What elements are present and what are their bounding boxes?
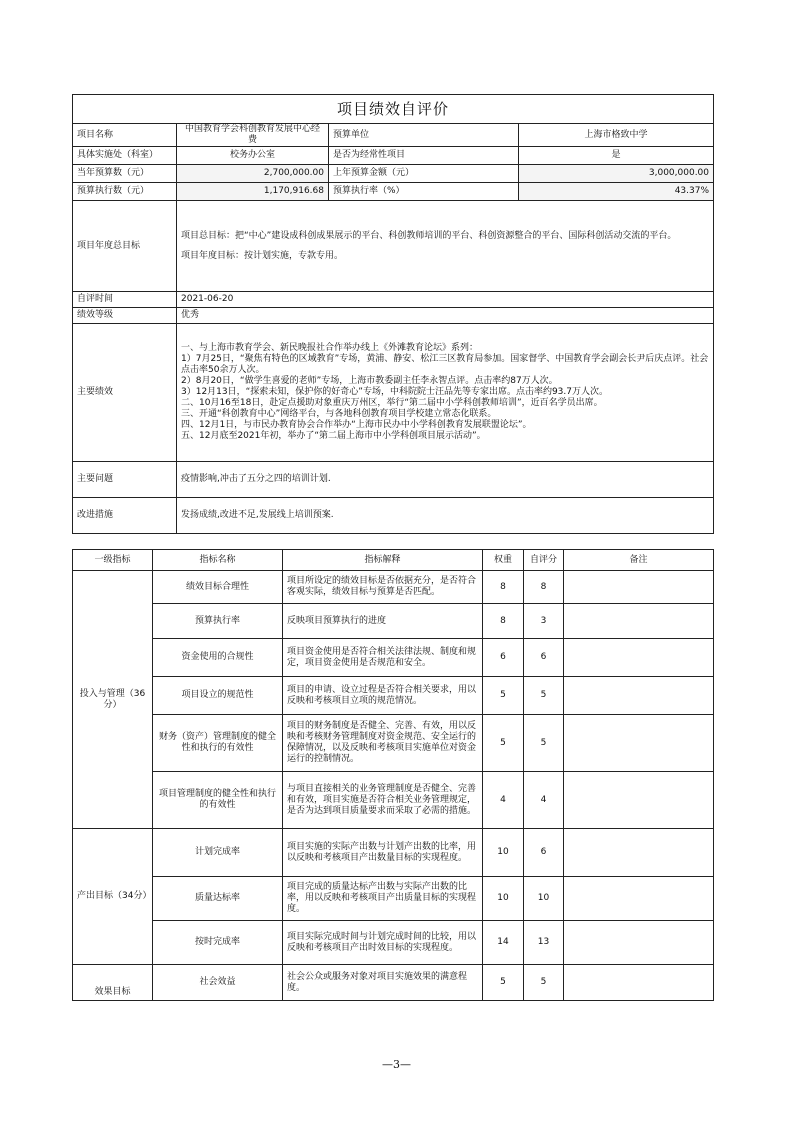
indicator-weight: 8 — [483, 571, 524, 604]
indicator-name: 计划完成率 — [153, 829, 283, 877]
indicator-note — [564, 965, 714, 1001]
indicator-explain: 项目所设定的绩效目标是否依据充分，是否符合客观实际，绩效目标与预算是否匹配。 — [283, 571, 483, 604]
table-row — [73, 877, 714, 921]
indicator-explain: 项目的申请、设立过程是否符合相关要求，用以反映和考核项目立项的规范情况。 — [283, 677, 483, 715]
table-row — [73, 677, 714, 715]
perf-line: 二、10月16至18日，赴定点援助对象重庆万州区，举行“第二届中小学科创教师培训”，近百名学员出席。 — [181, 398, 603, 408]
indicator-note — [564, 829, 714, 877]
indicator-note — [564, 604, 714, 639]
indicator-note — [564, 715, 714, 772]
group-name: 效果目标 — [73, 965, 153, 1001]
indicator-name: 绩效目标合理性 — [153, 571, 283, 604]
indicator-name: 社会效益 — [153, 965, 283, 1001]
dept: 校务办公室 — [177, 147, 329, 165]
recurring: 是 — [519, 147, 714, 165]
self-evaluation-table — [72, 94, 714, 534]
budget-label: 当年预算数（元） — [73, 165, 177, 183]
measure-label: 改进措施 — [73, 498, 177, 534]
indicator-score: 5 — [524, 677, 564, 715]
indicator-note — [564, 677, 714, 715]
indicator-weight: 6 — [483, 639, 524, 677]
goal-label: 项目年度总目标 — [73, 201, 177, 292]
page-number: —3— — [382, 1058, 411, 1071]
table-row — [73, 921, 714, 965]
header-explain: 指标解释 — [283, 550, 483, 571]
indicator-name: 按时完成率 — [153, 921, 283, 965]
indicator-note — [564, 921, 714, 965]
table-row — [73, 965, 714, 1001]
perf-line: 三、开通“科创教育中心”网络平台，与各地科创教育项目学校建立常态化联系。 — [181, 409, 497, 419]
perf-line: 四、12月1日，与市民办教育协会合作举办“上海市民办中小学科创教育发展联盟论坛”。 — [181, 420, 532, 430]
indicator-weight: 10 — [483, 877, 524, 921]
eval-time: 2021-06-20 — [177, 292, 714, 308]
group-name: 产出目标（34分） — [73, 829, 153, 965]
indicator-table — [72, 549, 714, 1001]
indicator-weight: 5 — [483, 965, 524, 1001]
perf-line: 2）8月20日，“做学生喜爱的老师”专场，上海市教委副主任李永智点评。点击率约87万人次。 — [181, 376, 558, 386]
header-note: 备注 — [564, 550, 714, 571]
table-row — [73, 829, 714, 877]
indicator-weight: 10 — [483, 829, 524, 877]
indicator-name: 项目管理制度的健全性和执行的有效性 — [153, 772, 283, 829]
indicator-note — [564, 772, 714, 829]
problem-label: 主要问题 — [73, 462, 177, 498]
indicator-score: 5 — [524, 965, 564, 1001]
indicator-explain: 反映项目预算执行的进度 — [283, 604, 483, 639]
last-budget-value: 3,000,000.00 — [519, 165, 714, 183]
indicator-weight: 4 — [483, 772, 524, 829]
budget-unit: 上海市格致中学 — [519, 124, 714, 147]
grade: 优秀 — [177, 308, 714, 324]
indicator-name: 预算执行率 — [153, 604, 283, 639]
perf-label: 主要绩效 — [73, 324, 177, 462]
group-name: 投入与管理（36分） — [73, 571, 153, 829]
exec-label: 预算执行数（元） — [73, 183, 177, 201]
indicator-score: 6 — [524, 829, 564, 877]
exec-value: 1,170,916.68 — [177, 183, 329, 201]
perf-line: 1）7月25日，“聚焦有特色的区域教育”专场，黄浦、静安、松江三区教育局参加。国家督学、中国教育学会副会长尹后庆点评。社会点击率50余万人次。 — [181, 354, 709, 375]
indicator-explain: 社会公众或服务对象对项目实施效果的满意程度。 — [283, 965, 483, 1001]
indicator-score: 8 — [524, 571, 564, 604]
indicator-explain: 项目的财务制度是否健全、完善、有效，用以反映和考核财务管理制度对资金规范、安全运行的保障情况，以及反映和考核项目实施单位对资金运行的控制情况。 — [283, 715, 483, 772]
indicator-name: 项目设立的规范性 — [153, 677, 283, 715]
table-row — [73, 639, 714, 677]
indicator-score: 3 — [524, 604, 564, 639]
exec-rate-label: 预算执行率（%） — [329, 183, 519, 201]
goal-line-2: 项目年度目标：按计划实施，专款专用。 — [181, 250, 344, 261]
indicator-weight: 5 — [483, 715, 524, 772]
indicator-explain: 项目资金使用是否符合相关法律法规、制度和规定，项目资金使用是否规范和安全。 — [283, 639, 483, 677]
indicator-explain: 项目完成的质量达标产出数与实际产出数的比率，用以反映和考核项目产出质量目标的实现程度。 — [283, 877, 483, 921]
table-row — [73, 604, 714, 639]
perf-line: 3）12月13日，“探索未知，保护你的好奇心”专场，中科院院士汪品先等专家出席。点击率约93.7万人次。 — [181, 387, 608, 397]
indicator-score: 5 — [524, 715, 564, 772]
indicator-score: 13 — [524, 921, 564, 965]
indicator-score: 4 — [524, 772, 564, 829]
budget-value: 2,700,000.00 — [177, 165, 329, 183]
header-weight: 权重 — [483, 550, 524, 571]
indicator-explain: 与项目直接相关的业务管理制度是否健全、完善和有效，项目实施是否符合相关业务管理规定，是否为达到项目质量要求而采取了必需的措施。 — [283, 772, 483, 829]
indicator-note — [564, 571, 714, 604]
table-row — [73, 571, 714, 604]
last-budget-label: 上年预算金额（元） — [329, 165, 519, 183]
dept-label: 具体实施处（科室） — [73, 147, 177, 165]
indicator-name: 资金使用的合规性 — [153, 639, 283, 677]
project-name-label: 项目名称 — [73, 124, 177, 147]
goal-line-1: 项目总目标：把“中心”建设成科创成果展示的平台、科创教师培训的平台、科创资源整合的平台、国际科创活动交流的平台。 — [181, 230, 677, 241]
page-title: 项目绩效自评价 — [73, 95, 714, 124]
grade-label: 绩效等级 — [73, 308, 177, 324]
goal-text — [177, 201, 714, 292]
indicator-name: 财务（资产）管理制度的健全性和执行的有效性 — [153, 715, 283, 772]
indicator-score: 6 — [524, 639, 564, 677]
budget-unit-label: 预算单位 — [329, 124, 519, 147]
indicator-explain: 项目实际完成时间与计划完成时间的比较，用以反映和考核项目产出时效目标的实现程度。 — [283, 921, 483, 965]
header-level1: 一级指标 — [73, 550, 153, 571]
exec-rate-value: 43.37% — [519, 183, 714, 201]
perf-text — [177, 324, 714, 462]
header-score: 自评分 — [524, 550, 564, 571]
eval-time-label: 自评时间 — [73, 292, 177, 308]
indicator-weight: 14 — [483, 921, 524, 965]
recurring-label: 是否为经常性项目 — [329, 147, 519, 165]
perf-line: 五、12月底至2021年初，举办了“第二届上海市中小学科创项目展示活动”。 — [181, 431, 486, 441]
table-row — [73, 772, 714, 829]
measure-text: 发扬成绩,改进不足,发展线上培训预案. — [177, 498, 714, 534]
indicator-note — [564, 639, 714, 677]
header-name: 指标名称 — [153, 550, 283, 571]
indicator-note — [564, 877, 714, 921]
table-row — [73, 715, 714, 772]
perf-line: 一、与上海市教育学会、新民晚报社合作举办线上《外滩教育论坛》系列： — [181, 343, 479, 353]
indicator-weight: 5 — [483, 677, 524, 715]
problem-text: 疫情影响,冲击了五分之四的培训计划. — [177, 462, 714, 498]
project-name: 中国教育学会科创教育发展中心经费 — [177, 124, 329, 147]
indicator-name: 质量达标率 — [153, 877, 283, 921]
indicator-explain: 项目实施的实际产出数与计划产出数的比率，用以反映和考核项目产出数量目标的实现程度。 — [283, 829, 483, 877]
indicator-score: 10 — [524, 877, 564, 921]
indicator-weight: 8 — [483, 604, 524, 639]
